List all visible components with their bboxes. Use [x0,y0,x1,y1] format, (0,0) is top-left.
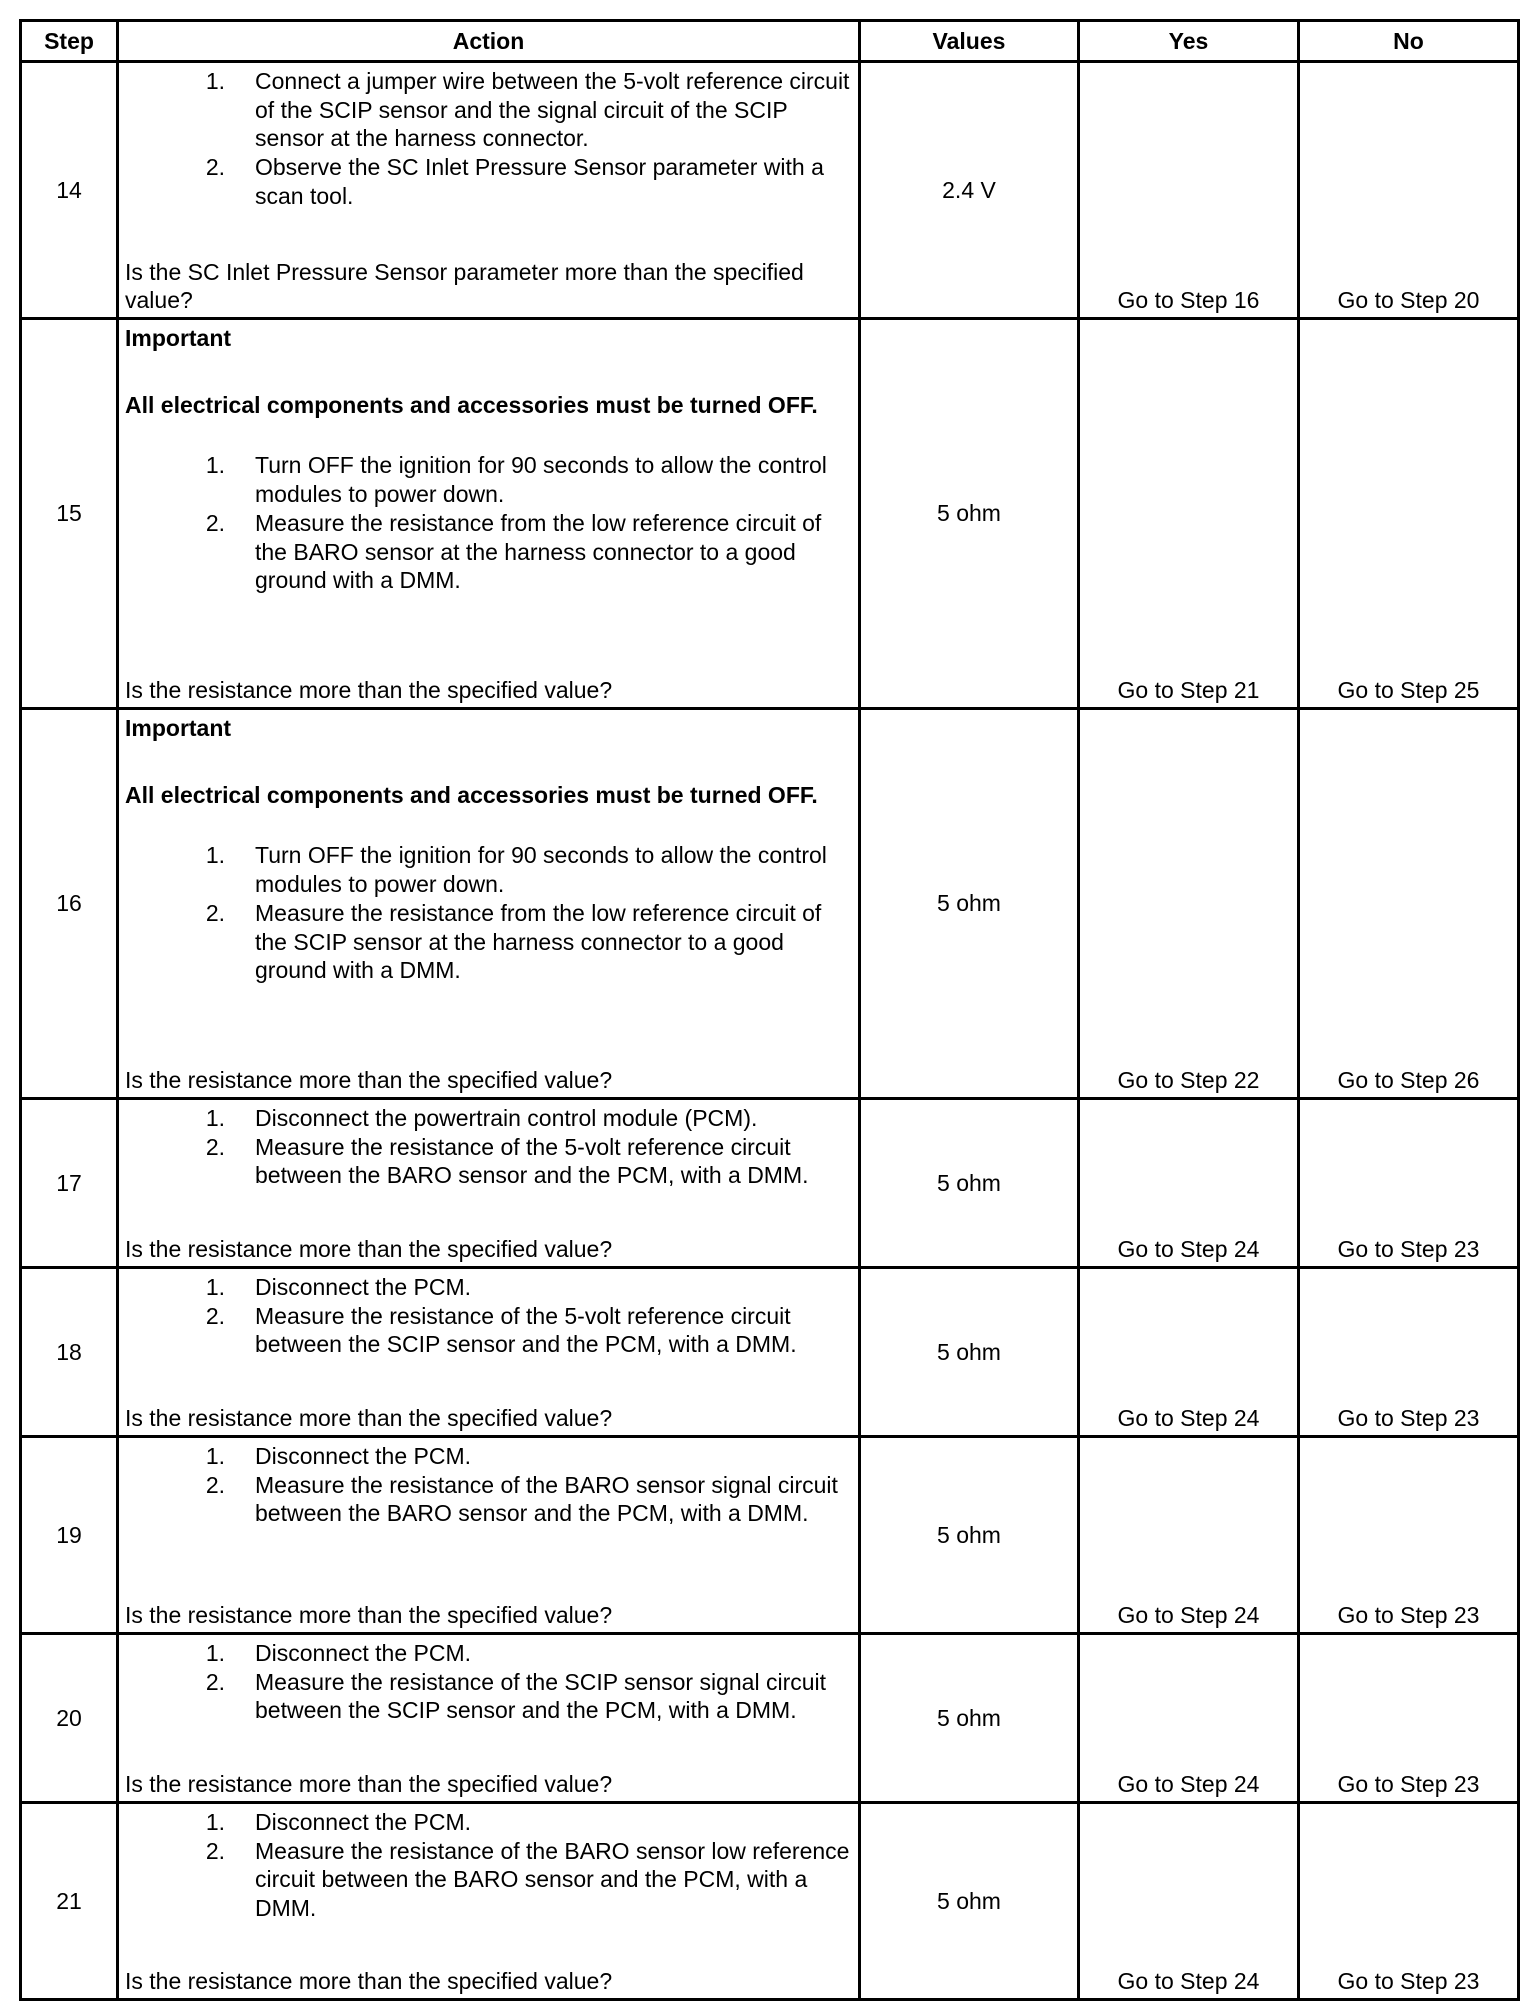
action-cell [118,1099,860,1268]
action-step-number: 1. [205,1443,225,1469]
no-result: Go to Step 25 [1299,319,1519,709]
action-step [125,153,852,210]
action-steps [125,841,852,985]
question-text: Is the resistance more than the specified value? [125,1067,613,1094]
value-cell: 5 ohm [860,1099,1079,1268]
action-step-number: 1. [205,1809,225,1835]
action-step-number: 2. [205,509,225,536]
action-step [125,1104,852,1133]
value-cell: 5 ohm [860,1803,1079,2000]
table-row [21,1268,1519,1437]
action-step-text: Turn OFF the ignition for 90 seconds to allow the control modules to power down. [255,452,827,508]
yes-result: Go to Step 24 [1079,1437,1299,1634]
action-cell [118,1803,860,2000]
action-cell [118,1634,860,1803]
action-step-number: 2. [205,1302,225,1329]
no-result: Go to Step 23 [1299,1099,1519,1268]
yes-result: Go to Step 22 [1079,709,1299,1099]
yes-result: Go to Step 24 [1079,1099,1299,1268]
no-result: Go to Step 26 [1299,709,1519,1099]
step-number: 16 [21,709,118,1099]
action-step-number: 1. [205,1640,225,1666]
action-content [125,324,852,705]
action-step-text: Measure the resistance from the low reference circuit of the BARO sensor at the harness connector to a good ground with a DMM. [255,509,822,594]
table-row [21,1634,1519,1803]
action-step-text: Measure the resistance from the low reference circuit of the SCIP sensor at the harness connector to a good ground with a DMM. [255,899,822,984]
important-label: Important [125,715,232,741]
action-step-text: Connect a jumper wire between the 5-volt reference circuit of the SCIP sensor and the signal circuit of the SCIP sensor at the harness connector. [255,68,850,152]
yes-result: Go to Step 21 [1079,319,1299,709]
table-row [21,62,1519,319]
no-result: Go to Step 23 [1299,1437,1519,1634]
action-step [125,1639,852,1668]
action-step [125,1808,852,1837]
action-step [125,1471,852,1528]
action-step [125,1442,852,1471]
value-cell: 5 ohm [860,1268,1079,1437]
action-step-number: 2. [205,899,225,926]
action-steps [125,1639,852,1725]
action-content [125,1442,852,1630]
action-body [125,67,852,211]
action-step-text: Measure the resistance of the SCIP sensor signal circuit between the SCIP sensor and the PCM, with a DMM. [255,1668,827,1724]
table-row [21,319,1519,709]
warning-text: All electrical components and accessories must be turned OFF. [125,391,818,418]
header-values: Values [860,21,1079,62]
action-steps [125,1104,852,1190]
action-step-number: 1. [205,1274,225,1300]
value-cell: 5 ohm [860,319,1079,709]
question-text: Is the resistance more than the specified value? [125,1771,613,1798]
action-step [125,67,852,153]
action-step-text: Measure the resistance of the BARO sensor signal circuit between the BARO sensor and the PCM, with a DMM. [255,1471,838,1527]
action-step-number: 1. [205,452,225,479]
question-text: Is the SC Inlet Pressure Sensor parameter more than the specified value? [125,258,804,314]
action-step [125,1668,852,1725]
action-steps [125,1442,852,1528]
action-step [125,1837,852,1923]
header-action: Action [118,21,860,62]
value-cell: 5 ohm [860,1437,1079,1634]
value-cell: 5 ohm [860,709,1079,1099]
table-row [21,709,1519,1099]
question-text: Is the resistance more than the specified value? [125,677,613,704]
action-step-number: 2. [205,1133,225,1160]
no-result: Go to Step 20 [1299,62,1519,319]
action-step-number: 1. [205,68,225,94]
header-row [21,21,1519,62]
question-text: Is the resistance more than the specified value? [125,1236,613,1263]
action-step [125,1273,852,1302]
action-step-number: 2. [205,154,225,181]
action-step-text: Measure the resistance of the 5-volt reference circuit between the SCIP sensor and the PCM, with a DMM. [255,1302,797,1358]
action-content [125,1639,852,1799]
action-step-text: Disconnect the powertrain control module (PCM). [255,1105,758,1131]
yes-result: Go to Step 16 [1079,62,1299,319]
action-cell [118,319,860,709]
no-result: Go to Step 23 [1299,1803,1519,2000]
action-step [125,899,852,985]
yes-result: Go to Step 24 [1079,1803,1299,2000]
action-step-text: Disconnect the PCM. [255,1443,472,1469]
step-number: 20 [21,1634,118,1803]
action-body [125,714,852,985]
step-number: 18 [21,1268,118,1437]
step-number: 14 [21,62,118,319]
header-step: Step [21,21,118,62]
important-label: Important [125,325,232,351]
header-yes: Yes [1079,21,1299,62]
step-number: 17 [21,1099,118,1268]
action-cell [118,709,860,1099]
yes-result: Go to Step 24 [1079,1268,1299,1437]
action-content [125,1273,852,1433]
table-row [21,1099,1519,1268]
yes-result: Go to Step 24 [1079,1634,1299,1803]
action-step [125,841,852,898]
no-result: Go to Step 23 [1299,1634,1519,1803]
action-step-number: 2. [205,1668,225,1695]
step-number: 15 [21,319,118,709]
step-number: 19 [21,1437,118,1634]
action-content [125,1808,852,1996]
action-step [125,509,852,595]
no-result: Go to Step 23 [1299,1268,1519,1437]
action-steps [125,1273,852,1359]
action-content [125,67,852,315]
header-no: No [1299,21,1519,62]
action-step-text: Disconnect the PCM. [255,1640,472,1666]
action-body [125,1104,852,1190]
action-content [125,1104,852,1264]
action-step-number: 2. [205,1471,225,1498]
action-step-text: Disconnect the PCM. [255,1809,472,1835]
action-step-text: Observe the SC Inlet Pressure Sensor parameter with a scan tool. [255,154,824,209]
action-step-text: Measure the resistance of the BARO sensor low reference circuit between the BARO sensor and the PCM, with a DMM. [255,1837,850,1922]
action-cell [118,1437,860,1634]
action-step [125,1302,852,1359]
action-body [125,1808,852,1923]
warning-text: All electrical components and accessories must be turned OFF. [125,781,818,808]
action-body [125,324,852,595]
action-body [125,1273,852,1359]
table-row [21,1803,1519,2000]
diagnostic-table [19,19,1520,2001]
table-row [21,1437,1519,1634]
action-cell [118,1268,860,1437]
action-step-number: 1. [205,842,225,869]
action-body [125,1639,852,1725]
question-text: Is the resistance more than the specified value? [125,1602,613,1629]
action-step-text: Measure the resistance of the 5-volt reference circuit between the BARO sensor and the PCM, with a DMM. [255,1133,809,1189]
action-content [125,714,852,1095]
value-cell: 2.4 V [860,62,1079,319]
action-step [125,1133,852,1190]
action-steps [125,67,852,211]
action-cell [118,62,860,319]
question-text: Is the resistance more than the specified value? [125,1968,613,1995]
action-steps [125,451,852,595]
action-step-text: Turn OFF the ignition for 90 seconds to allow the control modules to power down. [255,842,827,898]
action-body [125,1442,852,1528]
value-cell: 5 ohm [860,1634,1079,1803]
action-step-text: Disconnect the PCM. [255,1274,472,1300]
action-step-number: 1. [205,1105,225,1131]
action-steps [125,1808,852,1923]
action-step [125,451,852,508]
question-text: Is the resistance more than the specified value? [125,1405,613,1432]
action-step-number: 2. [205,1837,225,1864]
step-number: 21 [21,1803,118,2000]
